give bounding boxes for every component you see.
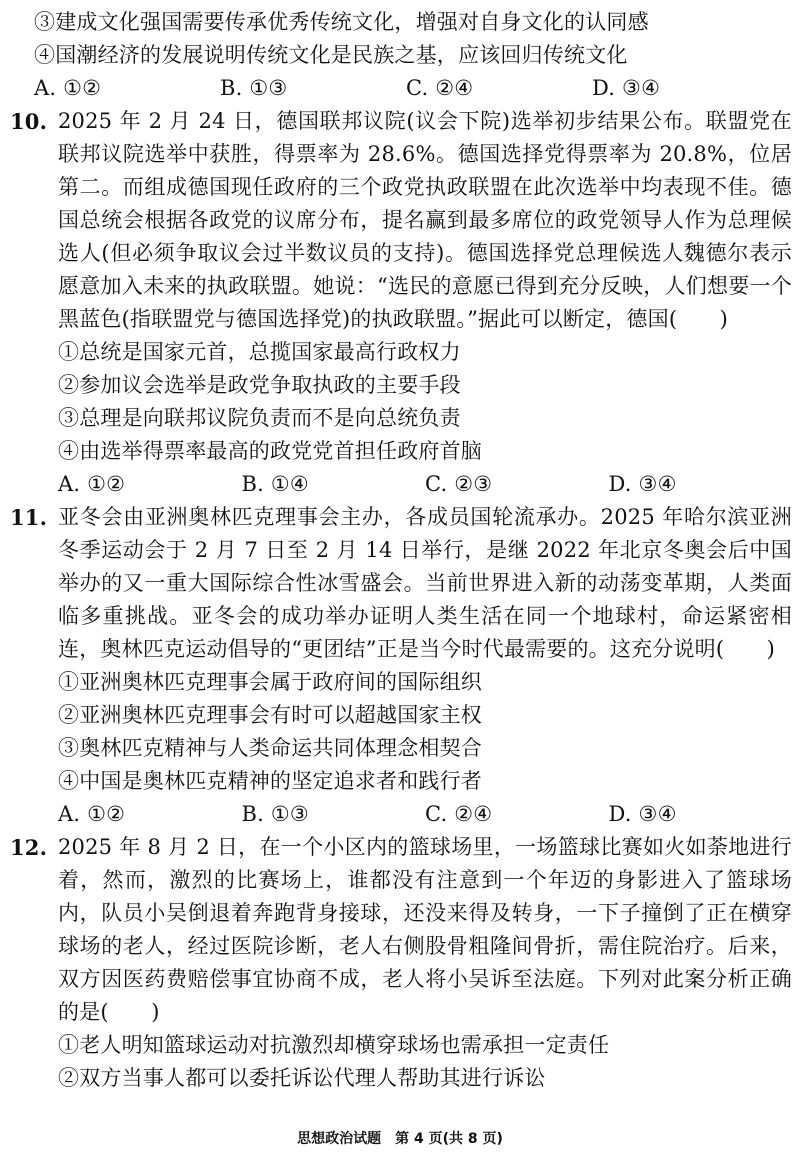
statement: ①亚洲奥林匹克理事会属于政府间的国际组织 — [58, 670, 482, 694]
question-stem-block — [10, 831, 792, 1029]
choice-c: C. ②④ — [406, 76, 474, 100]
question-number: 10. — [10, 109, 48, 134]
statement: ①总统是国家元首，总揽国家最高行政权力 — [58, 340, 461, 364]
question-stem: 2025 年 2 月 24 日，德国联邦议院(议会下院)选举初步结果公布。联盟党在联邦议院选举中获胜，得票率为 28.6%。德国选择党得票率为 20.8%，位居第二。而组成德国现任政府的三个政党执政联盟在此次选举中均表现不佳。德国总统会根据各政党的议席分布，提名赢到最多席位的政党领导人作为总理候选人(但必须争取议会过半数议员的支持)。德国选择党总理候选人魏德尔表示愿意加入未来的执政联盟。她说：“选民的意愿已得到充分反映，人们想要一个黑蓝色(指联盟党与德国选择党)的执政联盟。”据此可以断定，德国( ) — [58, 109, 792, 331]
question-number: 11. — [10, 505, 48, 530]
question-stem-block — [10, 105, 792, 336]
choice-d: D. ③④ — [592, 76, 661, 100]
question-10 — [10, 105, 792, 501]
statement: ③建成文化强国需要传承优秀传统文化，增强对自身文化的认同感 — [34, 10, 649, 34]
statement: ④由选举得票率最高的政党党首担任政府首脑 — [58, 439, 482, 463]
question-11 — [10, 501, 792, 831]
choice-c: C. ②④ — [425, 802, 493, 826]
choice-row — [10, 72, 792, 105]
choice-b: B. ①③ — [241, 802, 309, 826]
choice-a: A. ①② — [34, 76, 102, 100]
choice-c: C. ②③ — [425, 472, 493, 496]
choice-row — [10, 798, 792, 831]
question-12 — [10, 831, 792, 1095]
statement: ②参加议会选举是政党争取执政的主要手段 — [58, 373, 461, 397]
question-stem: 2025 年 8 月 2 日，在一个小区内的篮球场里，一场篮球比赛如火如荼地进行着，然而，激烈的比赛场上，谁都没有注意到一个年迈的身影进入了篮球场内，队员小吴倒退着奔跑背身接球，还没来得及转身，一下子撞倒了正在横穿球场的老人，经过医院诊断，老人右侧股骨粗隆间骨折，需住院治疗。后来，双方因医药费赔偿事宜协商不成，老人将小吴诉至法庭。下列对此案分析正确的是( ) — [58, 835, 792, 1024]
choice-d: D. ③④ — [608, 802, 677, 826]
choice-row — [10, 468, 792, 501]
exam-content — [10, 6, 792, 1095]
statement: ③总理是向联邦议院负责而不是向总统负责 — [58, 406, 461, 430]
question-stem: 亚冬会由亚洲奥林匹克理事会主办，各成员国轮流承办。2025 年哈尔滨亚洲冬季运动会于 2 月 7 日至 2 月 14 日举行，是继 2022 年北京冬奥会后中国举办的又一重大国际综合性冰雪盛会。当前世界进入新的动荡变革期，人类面临多重挑战。亚冬会的成功举办证明人类生活在同一个地球村，命运紧密相连，奥林匹克运动倡导的“更团结”正是当今时代最需要的。这充分说明( ) — [58, 505, 792, 661]
question-number: 12. — [10, 835, 48, 860]
statement: ③奥林匹克精神与人类命运共同体理念相契合 — [58, 736, 482, 760]
statement: ①老人明知篮球运动对抗激烈却横穿球场也需承担一定责任 — [58, 1033, 610, 1057]
statement: ②双方当事人都可以委托诉讼代理人帮助其进行诉讼 — [58, 1066, 546, 1090]
choice-b: B. ①③ — [220, 76, 288, 100]
choice-d: D. ③④ — [608, 472, 677, 496]
prev-question — [10, 6, 792, 105]
statement: ④国潮经济的发展说明传统文化是民族之基，应该回归传统文化 — [34, 43, 628, 67]
statement: ②亚洲奥林匹克理事会有时可以超越国家主权 — [58, 703, 482, 727]
page-footer: 思想政治试题 第 4 页(共 8 页) — [297, 1131, 503, 1147]
choice-b: B. ①④ — [241, 472, 309, 496]
choice-a: A. ①② — [58, 472, 126, 496]
choice-a: A. ①② — [58, 802, 126, 826]
statement: ④中国是奥林匹克精神的坚定追求者和践行者 — [58, 769, 482, 793]
question-stem-block — [10, 501, 792, 666]
